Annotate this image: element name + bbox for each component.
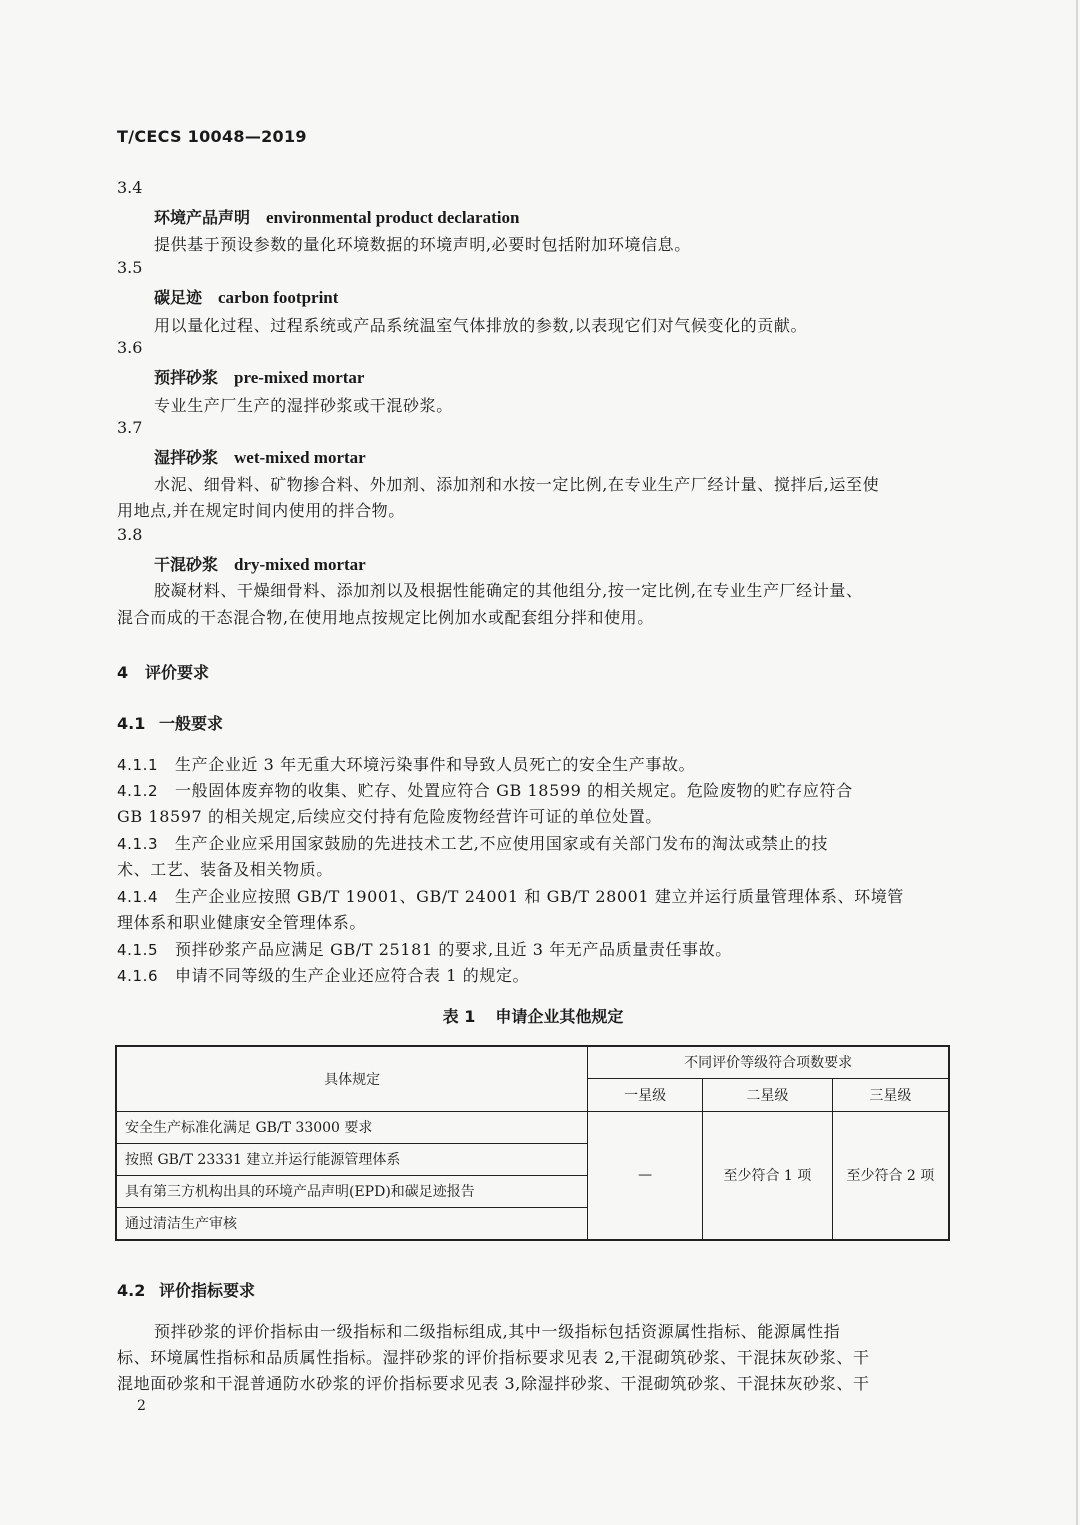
clause-text: 预拌砂浆产品应满足 GB/T 25181 的要求,且近 3 年无产品质量责任事故。 (175, 940, 732, 959)
clause-text: 术、工艺、装备及相关物质。 (117, 860, 333, 879)
term-heading (154, 205, 519, 228)
clause (117, 937, 732, 960)
clause (117, 831, 828, 854)
term-heading (154, 285, 338, 308)
table-header-cell: 具体规定 (116, 1046, 588, 1111)
clause (117, 752, 695, 775)
term-definition: 用地点,并在规定时间内使用的拌合物。 (117, 501, 405, 520)
section-title: 评价要求 (145, 663, 210, 682)
term-cn: 碳足迹 (154, 288, 203, 307)
subsection-heading (117, 1278, 255, 1301)
subsection-heading (117, 711, 223, 734)
term-definition: 专业生产厂生产的湿拌砂浆或干混砂浆。 (154, 396, 453, 415)
term-cn: 预拌砂浆 (154, 368, 219, 387)
clause-text: 生产企业近 3 年无重大环境污染事件和导致人员死亡的安全生产事故。 (175, 755, 696, 774)
table-header-cell: 不同评价等级符合项数要求 (588, 1046, 949, 1078)
table-caption (0, 1004, 1066, 1027)
term-heading (154, 552, 366, 575)
term-definition: 混合而成的干态混合物,在使用地点按规定比例加水或配套组分拌和使用。 (117, 608, 654, 627)
term-cn: 湿拌砂浆 (154, 448, 219, 467)
table-caption-title: 申请企业其他规定 (495, 1007, 624, 1026)
term-definition: 胶凝材料、干燥细骨料、添加剂以及根据性能确定的其他组分,按一定比例,在专业生产厂经计量、 (154, 581, 863, 600)
paragraph-line: 标、环境属性指标和品质属性指标。湿拌砂浆的评价指标要求见表 2,干混砌筑砂浆、干混抹灰砂浆、干 (117, 1348, 870, 1367)
clause-number: 4.1.3 (117, 835, 159, 853)
term-heading (154, 365, 364, 388)
term-number: 3.5 (117, 258, 143, 277)
paragraph-line: 预拌砂浆的评价指标由一级指标和二级指标组成,其中一级指标包括资源属性指标、能源属性指 (154, 1322, 841, 1341)
term-definition: 提供基于预设参数的量化环境数据的环境声明,必要时包括附加环境信息。 (154, 235, 691, 254)
table-header-cell: 一星级 (588, 1078, 703, 1111)
term-cn: 环境产品声明 (154, 208, 251, 227)
clause (117, 963, 529, 986)
term-number: 3.8 (117, 525, 143, 544)
term-en: pre-mixed mortar (234, 368, 365, 387)
clause-text: 理体系和职业健康安全管理体系。 (117, 913, 367, 932)
table-cell: 至少符合 1 项 (703, 1111, 833, 1240)
page-number: 2 (137, 1398, 146, 1414)
section-heading (117, 660, 209, 683)
subsection-number: 4.1 (117, 714, 146, 733)
term-heading (154, 445, 366, 468)
table-header-cell: 二星级 (703, 1078, 833, 1111)
clause (117, 884, 904, 907)
clause-text: 生产企业应按照 GB/T 19001、GB/T 24001 和 GB/T 28001 建立并运行质量管理体系、环境管 (175, 887, 904, 906)
term-en: dry-mixed mortar (234, 555, 366, 574)
term-definition: 用以量化过程、过程系统或产品系统温室气体排放的参数,以表现它们对气候变化的贡献。 (154, 316, 808, 335)
term-definition: 水泥、细骨料、矿物掺合料、外加剂、添加剂和水按一定比例,在专业生产厂经计量、搅拌后,运至使 (154, 475, 880, 494)
clause-number: 4.1.1 (117, 756, 159, 774)
table-cell: 至少符合 2 项 (832, 1111, 949, 1240)
table-cell: 具有第三方机构出具的环境产品声明(EPD)和碳足迹报告 (116, 1175, 588, 1207)
clause-text: 申请不同等级的生产企业还应符合表 1 的规定。 (175, 966, 530, 985)
clause-number: 4.1.5 (117, 941, 159, 959)
term-en: wet-mixed mortar (234, 448, 366, 467)
table-cell: 按照 GB/T 23331 建立并运行能源管理体系 (116, 1143, 588, 1175)
table-caption-number: 表 1 (442, 1007, 476, 1026)
clause-text: 一般固体废弃物的收集、贮存、处置应符合 GB 18599 的相关规定。危险废物的贮存应符合 (175, 781, 853, 800)
subsection-title: 评价指标要求 (159, 1281, 256, 1300)
table-header-cell: 三星级 (832, 1078, 949, 1111)
clause-text: 生产企业应采用国家鼓励的先进技术工艺,不应使用国家或有关部门发布的淘汰或禁止的技 (175, 834, 829, 853)
term-number: 3.7 (117, 418, 143, 437)
term-en: environmental product declaration (266, 208, 520, 227)
term-en: carbon footprint (218, 288, 339, 307)
standard-id-header: T/CECS 10048—2019 (117, 127, 307, 146)
clause-number: 4.1.6 (117, 967, 159, 985)
subsection-title: 一般要求 (159, 714, 224, 733)
requirements-table (115, 1045, 950, 1241)
term-number: 3.4 (117, 178, 143, 197)
scan-edge (1076, 0, 1078, 1525)
clause-number: 4.1.2 (117, 782, 159, 800)
clause-number: 4.1.4 (117, 888, 159, 906)
section-number: 4 (117, 663, 129, 682)
term-cn: 干混砂浆 (154, 555, 219, 574)
clause-text: GB 18597 的相关规定,后续应交付持有危险废物经营许可证的单位处置。 (117, 807, 662, 826)
table-cell: 通过清洁生产审核 (116, 1207, 588, 1240)
term-number: 3.6 (117, 338, 143, 357)
clause (117, 778, 853, 801)
table-cell: — (588, 1111, 703, 1240)
table-cell: 安全生产标准化满足 GB/T 33000 要求 (116, 1111, 588, 1143)
paragraph-line: 混地面砂浆和干混普通防水砂浆的评价指标要求见表 3,除湿拌砂浆、干混砌筑砂浆、干混抹灰砂浆、干 (117, 1374, 870, 1393)
subsection-number: 4.2 (117, 1281, 146, 1300)
